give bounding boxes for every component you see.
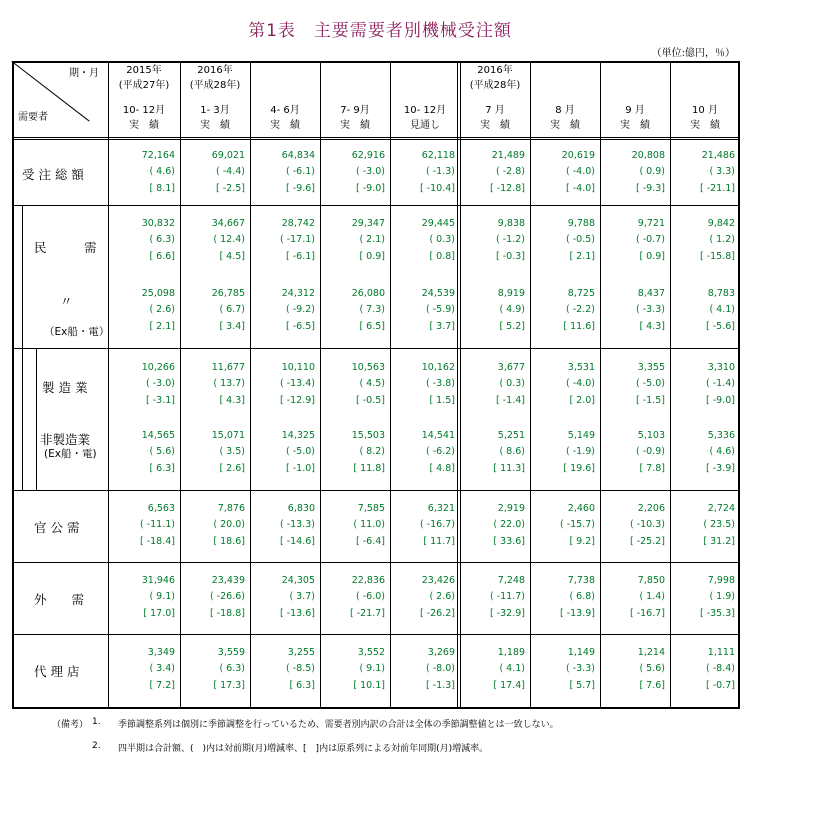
table-cell-values: 22,836 (351, 575, 385, 586)
table-cell-yoy: [ -3.1] (146, 395, 175, 406)
table-cell-mom: ( -4.0) (566, 166, 595, 177)
table-cell-yoy: [ -16.7] (629, 608, 665, 619)
column-header-line3: 10- 12月 (122, 105, 166, 116)
table-cell-values: 7,850 (637, 575, 665, 586)
header-rule (12, 137, 740, 138)
table-cell-yoy: [ 6.5] (359, 321, 385, 332)
table-cell-values: 7,248 (497, 575, 525, 586)
table-cell-yoy: [ 11.7] (423, 536, 455, 547)
table-cell-mom: ( 5.6) (639, 663, 665, 674)
table-cell-mom: ( 4.6) (149, 166, 175, 177)
table-cell-values: 1,214 (637, 647, 665, 658)
table-cell-mom: ( 6.3) (149, 234, 175, 245)
table-cell-values: 62,916 (351, 150, 385, 161)
table-cell-mom: ( -3.8) (426, 378, 455, 389)
row-label: 製 造 業 (42, 380, 88, 395)
row-label: 民 需 (34, 240, 97, 255)
column-header-line3: 4- 6月 (270, 105, 300, 116)
column-header-line3: 9 月 (625, 105, 645, 116)
note-number: 1. (92, 717, 101, 727)
row-divider (12, 205, 740, 206)
table-cell-mom: ( 23.5) (703, 519, 735, 530)
table-cell-values: 7,876 (217, 503, 245, 514)
table-cell-yoy: [ -15.8] (699, 251, 735, 262)
table-cell-yoy: [ 4.3] (639, 321, 665, 332)
table-cell-values: 30,832 (141, 218, 175, 229)
table-cell-mom: ( -26.6) (209, 591, 245, 602)
table-cell-mom: ( 9.1) (359, 663, 385, 674)
table-cell-values: 11,677 (211, 362, 245, 373)
table-cell-yoy: [ 4.3] (219, 395, 245, 406)
table-cell-yoy: [ 17.3] (213, 680, 245, 691)
table-cell-values: 21,486 (701, 150, 735, 161)
table-cell-yoy: [ 5.2] (499, 321, 525, 332)
table-cell-values: 6,830 (287, 503, 315, 514)
table-cell-values: 2,460 (567, 503, 595, 514)
table-cell-yoy: [ -21.7] (349, 608, 385, 619)
table-cell-values: 72,164 (141, 150, 175, 161)
table-cell-mom: ( 5.6) (149, 446, 175, 457)
table-cell-mom: ( 1.2) (709, 234, 735, 245)
table-cell-mom: ( 1.9) (709, 591, 735, 602)
table-cell-values: 3,255 (287, 647, 315, 658)
table-cell-mom: ( -17.1) (279, 234, 315, 245)
note-number: 2. (92, 741, 101, 751)
table-cell-mom: ( -2.8) (496, 166, 525, 177)
table-cell-values: 3,531 (567, 362, 595, 373)
table-cell-yoy: [ 6.3] (149, 463, 175, 474)
table-cell-yoy: [ 0.9] (359, 251, 385, 262)
table-cell-values: 1,111 (707, 647, 735, 658)
table-cell-yoy: [ 7.2] (149, 680, 175, 691)
table-cell-values: 3,552 (357, 647, 385, 658)
header-rule (12, 139, 740, 140)
table-cell-mom: ( 8.6) (499, 446, 525, 457)
table-cell-mom: ( 4.6) (709, 446, 735, 457)
table-cell-values: 24,312 (281, 288, 315, 299)
table-cell-mom: ( -6.2) (426, 446, 455, 457)
table-cell-yoy: [ -6.4] (356, 536, 385, 547)
table-cell-yoy: [ 17.0] (143, 608, 175, 619)
table-cell-values: 10,563 (351, 362, 385, 373)
table-cell-yoy: [ -13.9] (559, 608, 595, 619)
table-cell-mom: ( -5.0) (286, 446, 315, 457)
table-cell-yoy: [ -5.6] (706, 321, 735, 332)
table-cell-mom: ( 4.1) (499, 663, 525, 674)
column-header-line4: 実 績 (620, 120, 650, 131)
table-cell-values: 6,321 (427, 503, 455, 514)
table-cell-mom: ( 2.6) (149, 304, 175, 315)
table-cell-values: 3,677 (497, 362, 525, 373)
table-cell-mom: ( -1.2) (496, 234, 525, 245)
row-label: 受 注 総 額 (22, 167, 84, 182)
table-cell-values: 6,563 (147, 503, 175, 514)
table-cell-mom: ( 12.4) (213, 234, 245, 245)
note-text: 四半期は合計額、( )内は対前期(月)増減率、[ ]内は原系列による対前年同期(月)増減率。 (118, 744, 489, 754)
row-label: 非製造業 (40, 432, 91, 447)
table-cell-mom: ( 3.3) (709, 166, 735, 177)
table-cell-values: 29,445 (421, 218, 455, 229)
table-cell-values: 7,585 (357, 503, 385, 514)
table-cell-values: 10,110 (281, 362, 315, 373)
table-cell-mom: ( 0.9) (639, 166, 665, 177)
table-cell-yoy: [ 10.1] (353, 680, 385, 691)
row-divider (12, 562, 740, 563)
table-cell-values: 5,103 (637, 430, 665, 441)
table-cell-yoy: [ 2.1] (569, 251, 595, 262)
table-cell-values: 9,838 (497, 218, 525, 229)
table-cell-yoy: [ 1.5] (429, 395, 455, 406)
table-cell-values: 3,355 (637, 362, 665, 373)
table-cell-yoy: [ 6.6] (149, 251, 175, 262)
table-cell-yoy: [ 3.7] (429, 321, 455, 332)
table-cell-mom: ( 1.4) (639, 591, 665, 602)
row-sublabel: (Ex船・電) (44, 448, 97, 460)
table-cell-mom: ( -15.7) (559, 519, 595, 530)
table-cell-values: 3,559 (217, 647, 245, 658)
table-cell-mom: ( -0.7) (636, 234, 665, 245)
table-cell-mom: ( 6.7) (219, 304, 245, 315)
table-cell-yoy: [ 2.6] (219, 463, 245, 474)
table-cell-values: 8,437 (637, 288, 665, 299)
row-label: 代 理 店 (34, 664, 80, 679)
table-cell-values: 28,742 (281, 218, 315, 229)
column-header-line3: 8 月 (555, 105, 575, 116)
column-header-line4: 見通し (410, 120, 440, 131)
table-cell-mom: ( -4.4) (216, 166, 245, 177)
table-cell-yoy: [ 4.5] (219, 251, 245, 262)
row-label: 〃 (60, 294, 73, 309)
column-header-line3: 10 月 (692, 105, 718, 116)
table-cell-yoy: [ 11.3] (493, 463, 525, 474)
table-cell-yoy: [ 19.6] (563, 463, 595, 474)
table-cell-mom: ( -4.0) (566, 378, 595, 389)
table-cell-yoy: [ -6.1] (286, 251, 315, 262)
table-cell-values: 23,439 (211, 575, 245, 586)
table-cell-yoy: [ -0.5] (356, 395, 385, 406)
table-cell-mom: ( 3.7) (289, 591, 315, 602)
table-cell-mom: ( -3.3) (636, 304, 665, 315)
table-cell-values: 5,336 (707, 430, 735, 441)
table-cell-values: 1,189 (497, 647, 525, 658)
table-cell-yoy: [ 18.6] (213, 536, 245, 547)
row-label: 官 公 需 (34, 520, 80, 535)
column-header-line1: 2015年 (126, 65, 162, 76)
table-cell-mom: ( 22.0) (493, 519, 525, 530)
table-cell-yoy: [ -18.4] (139, 536, 175, 547)
table-cell-mom: ( 6.3) (219, 663, 245, 674)
table-cell-mom: ( -3.0) (356, 166, 385, 177)
column-header-line2: (平成28年) (189, 80, 241, 91)
column-header-line3: 7- 9月 (340, 105, 370, 116)
table-cell-values: 5,149 (567, 430, 595, 441)
table-cell-yoy: [ -1.0] (286, 463, 315, 474)
column-header-line4: 実 績 (480, 120, 510, 131)
table-cell-yoy: [ -18.8] (209, 608, 245, 619)
table-cell-yoy: [ 31.2] (703, 536, 735, 547)
table-cell-mom: ( 0.3) (499, 378, 525, 389)
table-cell-mom: ( 0.3) (429, 234, 455, 245)
table-cell-values: 8,919 (497, 288, 525, 299)
column-header-line4: 実 績 (270, 120, 300, 131)
table-cell-mom: ( 7.3) (359, 304, 385, 315)
table-cell-values: 10,266 (141, 362, 175, 373)
row-divider (12, 634, 740, 635)
table-cell-values: 25,098 (141, 288, 175, 299)
corner-demand-label: 需要者 (18, 112, 48, 123)
table-cell-yoy: [ 33.6] (493, 536, 525, 547)
table-cell-mom: ( 4.5) (359, 378, 385, 389)
table-cell-mom: ( 3.5) (219, 446, 245, 457)
table-cell-values: 21,489 (491, 150, 525, 161)
column-header-line1: 2016年 (477, 65, 513, 76)
table-cell-values: 1,149 (567, 647, 595, 658)
table-cell-values: 14,325 (281, 430, 315, 441)
table-cell-yoy: [ 5.7] (569, 680, 595, 691)
table-cell-values: 9,721 (637, 218, 665, 229)
corner-period-label: 期・月 (69, 68, 99, 79)
table-cell-yoy: [ -1.4] (496, 395, 525, 406)
subgroup-indent (36, 348, 37, 490)
table-cell-values: 24,305 (281, 575, 315, 586)
table-cell-yoy: [ 4.8] (429, 463, 455, 474)
table-cell-mom: ( -3.3) (566, 663, 595, 674)
table-cell-mom: ( -1.9) (566, 446, 595, 457)
table-cell-yoy: [ 11.8] (353, 463, 385, 474)
row-sublabel: （Ex船・電） (44, 326, 110, 338)
table-cell-values: 14,565 (141, 430, 175, 441)
table-cell-yoy: [ -12.9] (279, 395, 315, 406)
table-cell-values: 64,834 (281, 150, 315, 161)
table-cell-values: 69,021 (211, 150, 245, 161)
table-cell-yoy: [ -26.2] (419, 608, 455, 619)
column-header-line3: 1- 3月 (200, 105, 230, 116)
column-header-line2: (平成28年) (469, 80, 521, 91)
table-cell-values: 8,725 (567, 288, 595, 299)
table-cell-mom: ( -8.4) (706, 663, 735, 674)
table-cell-values: 20,619 (561, 150, 595, 161)
column-header-line4: 実 績 (129, 120, 159, 131)
table-cell-yoy: [ 2.0] (569, 395, 595, 406)
table-cell-yoy: [ -2.5] (216, 183, 245, 194)
table-cell-mom: ( -1.4) (706, 378, 735, 389)
table-cell-yoy: [ -0.3] (496, 251, 525, 262)
table-cell-values: 10,162 (421, 362, 455, 373)
table-cell-mom: ( -13.3) (279, 519, 315, 530)
table-cell-mom: ( 4.1) (709, 304, 735, 315)
column-header-line3: 10- 12月 (403, 105, 447, 116)
page-title: 第1表 主要需要者別機械受注額 (248, 21, 512, 41)
table-cell-mom: ( -16.7) (419, 519, 455, 530)
table-cell-mom: ( 13.7) (213, 378, 245, 389)
table-cell-yoy: [ 11.6] (563, 321, 595, 332)
table-cell-values: 62,118 (421, 150, 455, 161)
table-cell-values: 2,724 (707, 503, 735, 514)
quarter-month-divider (457, 61, 458, 709)
table-cell-mom: ( -1.3) (426, 166, 455, 177)
table-cell-yoy: [ -9.0] (356, 183, 385, 194)
table-cell-mom: ( -5.9) (426, 304, 455, 315)
table-cell-values: 34,667 (211, 218, 245, 229)
table-cell-values: 20,808 (631, 150, 665, 161)
table-cell-yoy: [ -21.1] (699, 183, 735, 194)
table-cell-values: 7,998 (707, 575, 735, 586)
table-cell-yoy: [ -32.9] (489, 608, 525, 619)
column-header-line3: 7 月 (485, 105, 505, 116)
table-cell-mom: ( 4.9) (499, 304, 525, 315)
table-cell-yoy: [ 17.4] (493, 680, 525, 691)
table-cell-yoy: [ -14.6] (279, 536, 315, 547)
table-cell-values: 8,783 (707, 288, 735, 299)
table-cell-values: 5,251 (497, 430, 525, 441)
note-prefix: （備考） (52, 720, 89, 730)
table-cell-yoy: [ -3.9] (706, 463, 735, 474)
table-cell-values: 7,738 (567, 575, 595, 586)
table-cell-mom: ( -0.5) (566, 234, 595, 245)
column-header-line4: 実 績 (690, 120, 720, 131)
table-cell-yoy: [ 9.2] (569, 536, 595, 547)
table-cell-yoy: [ -1.5] (636, 395, 665, 406)
table-cell-mom: ( 2.6) (429, 591, 455, 602)
table-cell-values: 3,349 (147, 647, 175, 658)
table-cell-yoy: [ 0.8] (429, 251, 455, 262)
table-cell-mom: ( 20.0) (213, 519, 245, 530)
table-cell-mom: ( -11.1) (139, 519, 175, 530)
table-cell-mom: ( -2.2) (566, 304, 595, 315)
table-cell-values: 26,785 (211, 288, 245, 299)
table-cell-mom: ( -10.3) (629, 519, 665, 530)
table-cell-values: 26,080 (351, 288, 385, 299)
table-cell-yoy: [ -4.0] (566, 183, 595, 194)
table-cell-mom: ( -5.0) (636, 378, 665, 389)
table-cell-mom: ( -11.7) (489, 591, 525, 602)
table-cell-mom: ( -3.0) (146, 378, 175, 389)
table-cell-values: 29,347 (351, 218, 385, 229)
table-cell-yoy: [ -12.8] (489, 183, 525, 194)
table-cell-mom: ( 2.1) (359, 234, 385, 245)
table-cell-mom: ( -13.4) (279, 378, 315, 389)
table-cell-yoy: [ -0.7] (706, 680, 735, 691)
table-cell-values: 9,842 (707, 218, 735, 229)
column-header-line1: 2016年 (197, 65, 233, 76)
table-cell-values: 9,788 (567, 218, 595, 229)
table-cell-mom: ( 9.1) (149, 591, 175, 602)
table-cell-yoy: [ 8.1] (149, 183, 175, 194)
table-cell-mom: ( -8.5) (286, 663, 315, 674)
table-cell-values: 15,071 (211, 430, 245, 441)
table-cell-mom: ( -8.0) (426, 663, 455, 674)
table-cell-values: 14,541 (421, 430, 455, 441)
table-cell-yoy: [ -1.3] (426, 680, 455, 691)
table-cell-yoy: [ 2.1] (149, 321, 175, 332)
column-header-line2: (平成27年) (118, 80, 170, 91)
table-cell-mom: ( 8.2) (359, 446, 385, 457)
table-cell-yoy: [ 3.4] (219, 321, 245, 332)
table-cell-yoy: [ 0.9] (639, 251, 665, 262)
table-cell-yoy: [ 7.8] (639, 463, 665, 474)
table-cell-values: 23,426 (421, 575, 455, 586)
table-cell-values: 2,919 (497, 503, 525, 514)
table-cell-yoy: [ -9.0] (706, 395, 735, 406)
table-cell-yoy: [ 6.3] (289, 680, 315, 691)
subgroup-rule (22, 348, 740, 349)
table-cell-yoy: [ -9.6] (286, 183, 315, 194)
table-cell-yoy: [ -6.5] (286, 321, 315, 332)
row-divider (12, 490, 740, 491)
table-cell-values: 15,503 (351, 430, 385, 441)
table-cell-mom: ( -9.2) (286, 304, 315, 315)
table-cell-mom: ( 3.4) (149, 663, 175, 674)
unit-label: （単位:億円，％） (651, 48, 735, 59)
table-cell-mom: ( -6.0) (356, 591, 385, 602)
table-cell-values: 2,206 (637, 503, 665, 514)
column-header-line4: 実 績 (200, 120, 230, 131)
table-cell-mom: ( 11.0) (353, 519, 385, 530)
table-cell-mom: ( -0.9) (636, 446, 665, 457)
table-cell-yoy: [ -10.4] (419, 183, 455, 194)
table-cell-values: 3,269 (427, 647, 455, 658)
table-cell-yoy: [ -9.3] (636, 183, 665, 194)
table-cell-mom: ( 6.8) (569, 591, 595, 602)
table-cell-values: 3,310 (707, 362, 735, 373)
table-cell-values: 31,946 (141, 575, 175, 586)
table-cell-yoy: [ 7.6] (639, 680, 665, 691)
table-cell-values: 24,539 (421, 288, 455, 299)
row-label: 外 需 (34, 592, 85, 607)
table-cell-yoy: [ -13.6] (279, 608, 315, 619)
table-cell-yoy: [ -25.2] (629, 536, 665, 547)
column-header-line4: 実 績 (550, 120, 580, 131)
note-text: 季節調整系列は個別に季節調整を行っているため、需要者別内訳の合計は全体の季節調整値とは一致しない。 (118, 720, 559, 730)
table-cell-yoy: [ -35.3] (699, 608, 735, 619)
column-header-line4: 実 績 (340, 120, 370, 131)
table-cell-mom: ( -6.1) (286, 166, 315, 177)
